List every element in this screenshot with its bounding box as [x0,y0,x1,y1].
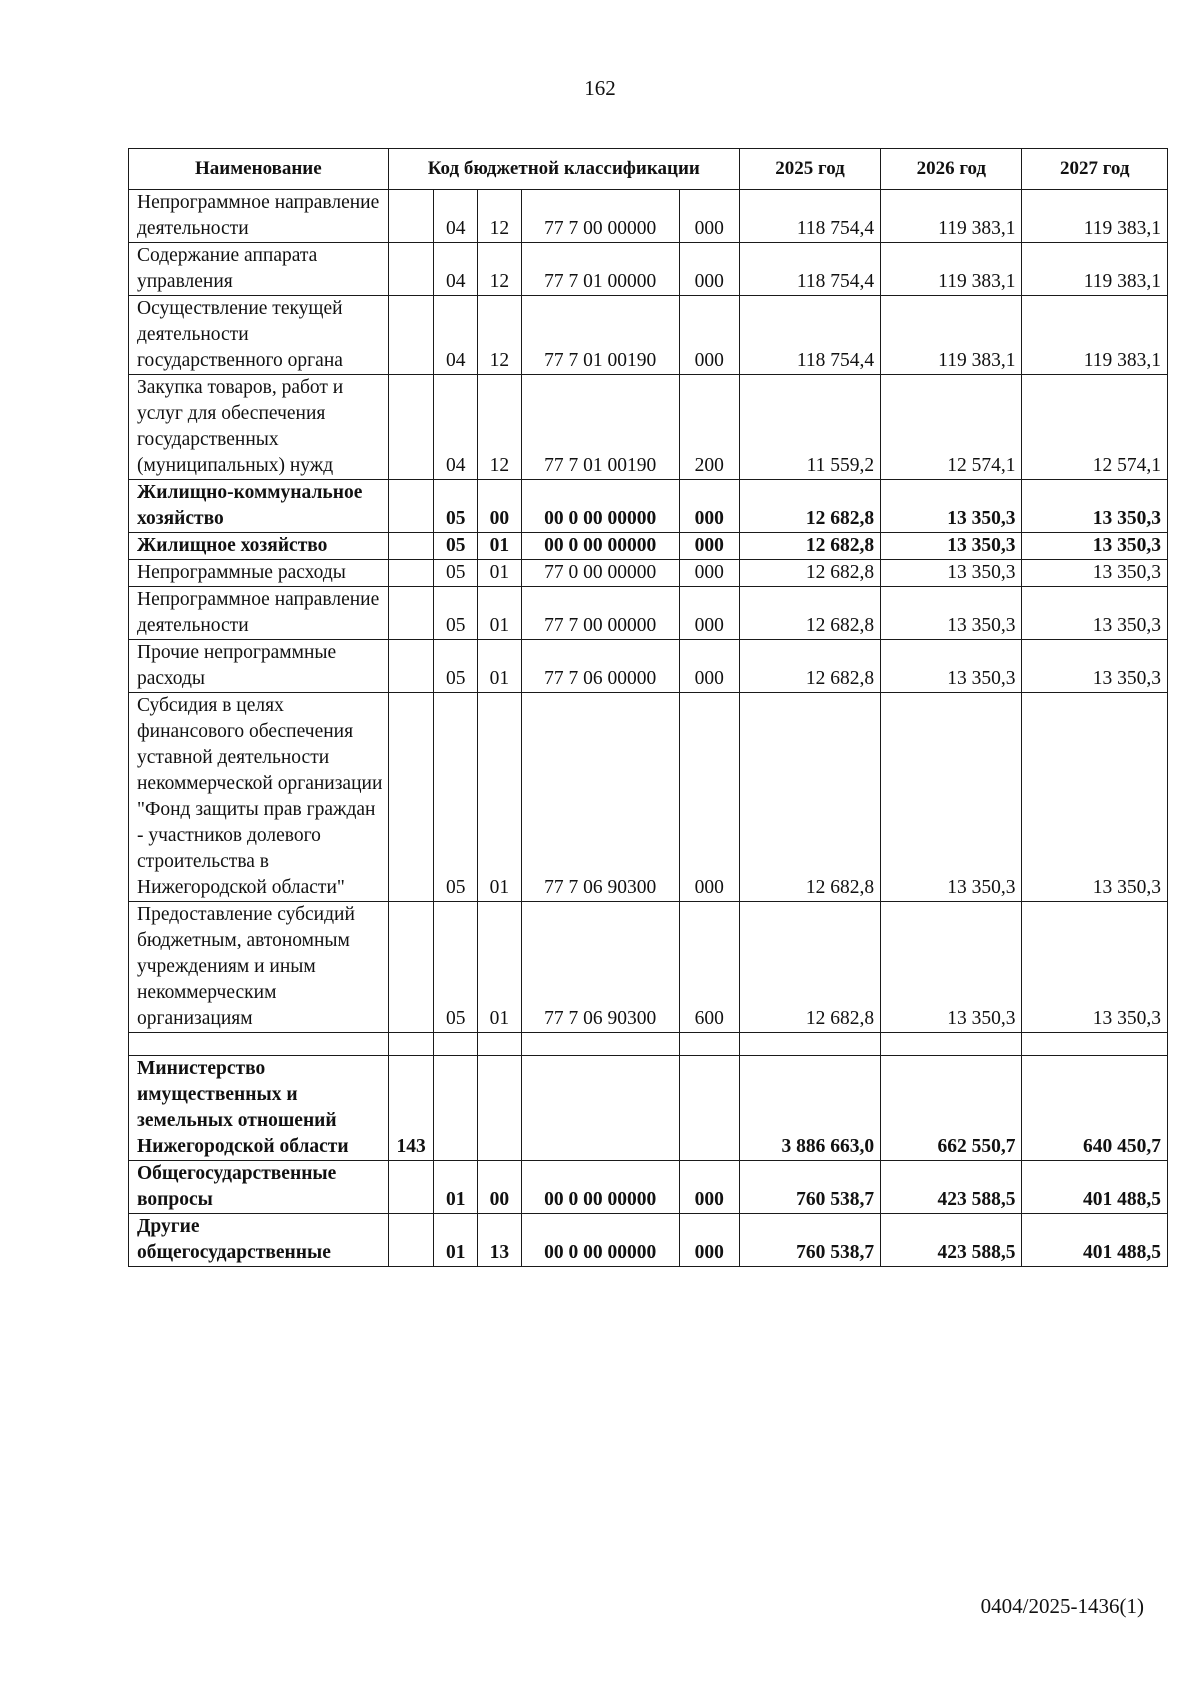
empty-cell [478,1033,522,1056]
cell-subsection: 00 [478,480,522,533]
cell-target-article: 77 7 06 00000 [521,640,679,693]
cell-section: 05 [434,640,478,693]
table-row [129,480,1168,533]
cell-expense-type: 200 [679,375,739,480]
cell-2027: 401 488,5 [1022,1214,1168,1267]
cell-section: 04 [434,190,478,243]
cell-admin-code [388,243,434,296]
cell-admin-code [388,375,434,480]
cell-2025: 118 754,4 [739,243,880,296]
cell-2026: 13 350,3 [881,533,1022,560]
cell-section: 05 [434,902,478,1033]
cell-name: Министерство имущественных и земельных отношений Нижегородской области [129,1056,389,1161]
cell-expense-type: 000 [679,587,739,640]
table-row [129,693,1168,902]
cell-expense-type: 600 [679,902,739,1033]
cell-2027: 13 350,3 [1022,533,1168,560]
cell-section: 05 [434,533,478,560]
cell-name: Осуществление текущей деятельности государственного органа [129,296,389,375]
cell-section: 04 [434,243,478,296]
cell-subsection: 12 [478,296,522,375]
table-row [129,640,1168,693]
cell-2025: 760 538,7 [739,1161,880,1214]
cell-2027: 119 383,1 [1022,190,1168,243]
header-2027: 2027 год [1022,149,1168,190]
cell-name: Содержание аппарата управления [129,243,389,296]
table-row [129,587,1168,640]
cell-subsection: 01 [478,640,522,693]
cell-2027: 12 574,1 [1022,375,1168,480]
table-row [129,533,1168,560]
table-row [129,243,1168,296]
cell-2025: 12 682,8 [739,693,880,902]
cell-subsection [478,1056,522,1161]
cell-target-article: 77 7 00 00000 [521,190,679,243]
cell-subsection: 12 [478,243,522,296]
cell-2027: 13 350,3 [1022,587,1168,640]
empty-cell [521,1033,679,1056]
cell-2025: 118 754,4 [739,190,880,243]
cell-2025: 12 682,8 [739,533,880,560]
cell-2026: 662 550,7 [881,1056,1022,1161]
cell-2025: 12 682,8 [739,902,880,1033]
cell-admin-code [388,902,434,1033]
cell-2027: 13 350,3 [1022,902,1168,1033]
cell-2026: 13 350,3 [881,640,1022,693]
cell-2026: 13 350,3 [881,902,1022,1033]
cell-section: 04 [434,375,478,480]
cell-admin-code [388,560,434,587]
cell-subsection: 01 [478,560,522,587]
cell-name: Закупка товаров, работ и услуг для обеспечения государственных (муниципальных) нужд [129,375,389,480]
table-row [129,1056,1168,1161]
header-name: Наименование [129,149,389,190]
table-header-row [129,149,1168,190]
cell-admin-code [388,1214,434,1267]
cell-2025: 12 682,8 [739,587,880,640]
cell-section [434,1056,478,1161]
empty-cell [129,1033,389,1056]
cell-2026: 12 574,1 [881,375,1022,480]
cell-target-article [521,1056,679,1161]
cell-target-article: 00 0 00 00000 [521,1214,679,1267]
cell-subsection: 01 [478,533,522,560]
table-body [129,190,1168,1267]
cell-name: Жилищно-коммунальное хозяйство [129,480,389,533]
cell-name: Прочие непрограммные расходы [129,640,389,693]
cell-admin-code [388,533,434,560]
cell-target-article: 00 0 00 00000 [521,480,679,533]
header-2026: 2026 год [881,149,1022,190]
cell-name: Другие общегосударственные [129,1214,389,1267]
table-row [129,190,1168,243]
empty-cell [388,1033,434,1056]
cell-target-article: 77 7 06 90300 [521,902,679,1033]
cell-expense-type: 000 [679,560,739,587]
cell-2026: 13 350,3 [881,693,1022,902]
cell-2025: 11 559,2 [739,375,880,480]
cell-section: 05 [434,480,478,533]
table-row [129,902,1168,1033]
cell-2025: 12 682,8 [739,480,880,533]
cell-name: Предоставление субсидий бюджетным, автономным учреждениям и иным некоммерческим организациям [129,902,389,1033]
cell-name: Субсидия в целях финансового обеспечения уставной деятельности некоммерческой организации "Фонд защиты прав граждан - участников долевого строительства в Нижегородской области" [129,693,389,902]
cell-name: Непрограммное направление деятельности [129,587,389,640]
cell-2027: 401 488,5 [1022,1161,1168,1214]
cell-expense-type: 000 [679,693,739,902]
cell-admin-code [388,640,434,693]
cell-subsection: 01 [478,902,522,1033]
cell-expense-type: 000 [679,243,739,296]
cell-section: 05 [434,587,478,640]
cell-2025: 760 538,7 [739,1214,880,1267]
cell-target-article: 77 7 01 00190 [521,296,679,375]
cell-expense-type: 000 [679,296,739,375]
cell-2027: 640 450,7 [1022,1056,1168,1161]
cell-expense-type: 000 [679,533,739,560]
cell-2026: 423 588,5 [881,1214,1022,1267]
cell-2027: 119 383,1 [1022,296,1168,375]
empty-cell [679,1033,739,1056]
budget-table [128,148,1168,1267]
cell-subsection: 01 [478,587,522,640]
cell-2026: 119 383,1 [881,243,1022,296]
cell-expense-type: 000 [679,1214,739,1267]
table-row [129,296,1168,375]
cell-name: Непрограммное направление деятельности [129,190,389,243]
cell-2026: 13 350,3 [881,560,1022,587]
cell-2025: 12 682,8 [739,560,880,587]
cell-subsection: 13 [478,1214,522,1267]
empty-cell [739,1033,880,1056]
cell-expense-type: 000 [679,190,739,243]
cell-section: 05 [434,693,478,902]
cell-target-article: 77 7 06 90300 [521,693,679,902]
table-spacer-row [129,1033,1168,1056]
cell-admin-code [388,480,434,533]
cell-section: 01 [434,1161,478,1214]
cell-target-article: 00 0 00 00000 [521,533,679,560]
cell-expense-type [679,1056,739,1161]
header-2025: 2025 год [739,149,880,190]
cell-2027: 119 383,1 [1022,243,1168,296]
empty-cell [1022,1033,1168,1056]
cell-2026: 13 350,3 [881,587,1022,640]
cell-section: 01 [434,1214,478,1267]
cell-expense-type: 000 [679,640,739,693]
empty-cell [434,1033,478,1056]
cell-admin-code [388,587,434,640]
cell-2026: 13 350,3 [881,480,1022,533]
cell-2025: 12 682,8 [739,640,880,693]
cell-subsection: 00 [478,1161,522,1214]
cell-2026: 119 383,1 [881,190,1022,243]
page-number: 162 [584,76,616,100]
cell-2027: 13 350,3 [1022,480,1168,533]
cell-target-article: 00 0 00 00000 [521,1161,679,1214]
cell-section: 04 [434,296,478,375]
cell-target-article: 77 7 01 00000 [521,243,679,296]
cell-admin-code [388,1161,434,1214]
table-row [129,1214,1168,1267]
cell-2026: 119 383,1 [881,296,1022,375]
cell-expense-type: 000 [679,1161,739,1214]
cell-2025: 3 886 663,0 [739,1056,880,1161]
cell-subsection: 12 [478,375,522,480]
cell-target-article: 77 7 01 00190 [521,375,679,480]
cell-name: Общегосударственные вопросы [129,1161,389,1214]
document-code: 0404/2025-1436(1) [980,1594,1144,1618]
cell-2027: 13 350,3 [1022,640,1168,693]
table-row [129,1161,1168,1214]
cell-name: Непрограммные расходы [129,560,389,587]
table-row [129,375,1168,480]
cell-subsection: 12 [478,190,522,243]
cell-section: 05 [434,560,478,587]
cell-admin-code [388,693,434,902]
cell-admin-code [388,296,434,375]
cell-expense-type: 000 [679,480,739,533]
cell-target-article: 77 7 00 00000 [521,587,679,640]
cell-2027: 13 350,3 [1022,693,1168,902]
table-row [129,560,1168,587]
cell-2027: 13 350,3 [1022,560,1168,587]
cell-target-article: 77 0 00 00000 [521,560,679,587]
cell-admin-code [388,190,434,243]
empty-cell [881,1033,1022,1056]
cell-name: Жилищное хозяйство [129,533,389,560]
cell-2026: 423 588,5 [881,1161,1022,1214]
header-code: Код бюджетной классификации [388,149,739,190]
cell-2025: 118 754,4 [739,296,880,375]
cell-admin-code: 143 [388,1056,434,1161]
cell-subsection: 01 [478,693,522,902]
